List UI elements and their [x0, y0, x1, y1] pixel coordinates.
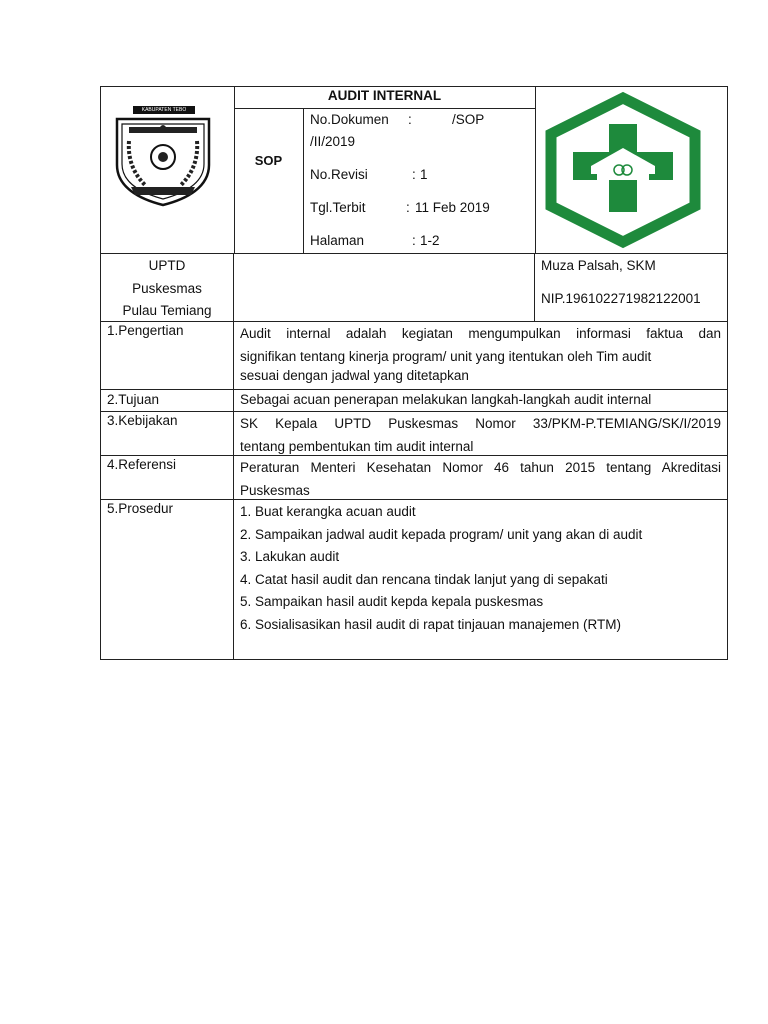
section-referensi: [100, 456, 728, 500]
section-content: [234, 500, 727, 637]
sop-document: [100, 86, 728, 660]
unit-row: [100, 254, 728, 322]
section-label: 1.Pengertian: [101, 322, 234, 389]
list-item: 6. Sosialisasikan hasil audit di rapat tinjauan manajemen (RTM): [240, 616, 621, 632]
signer-info: [541, 254, 701, 310]
list-item: 3. Lakukan audit: [240, 549, 340, 564]
section-label: 2.Tujuan: [101, 390, 234, 411]
unit-name: UPTD Puskesmas Pulau Temiang: [101, 254, 234, 321]
section-label: 3.Kebijakan: [101, 412, 234, 455]
section-label: 4.Referensi: [101, 456, 234, 499]
list-item: 5. Sampaikan hasil audit kepda kepala puskesmas: [240, 594, 544, 609]
regency-emblem-banner: KABUPATEN TEBO: [133, 106, 195, 114]
puskesmas-logo-cell: [535, 87, 727, 253]
puskesmas-logo-icon: [535, 87, 727, 253]
regency-emblem-cell: [101, 87, 235, 253]
meta-no-dokumen-cont: /II/2019: [310, 134, 356, 149]
meta-tgl-terbit: Tgl.Terbit : 11 Feb 2019: [310, 200, 490, 215]
signer-nip: NIP.196102271982122001: [541, 290, 701, 306]
section-kebijakan: [100, 412, 728, 456]
section-tujuan: [100, 390, 728, 412]
section-content: Sebagai acuan penerapan melakukan langkah-langkah audit internal: [240, 392, 652, 407]
document-title: AUDIT INTERNAL: [234, 87, 535, 109]
section-prosedur: [100, 500, 728, 660]
list-item: 2. Sampaikan jadwal audit kepada program/ unit yang akan di audit: [240, 526, 643, 542]
section-content: Peraturan Menteri Kesehatan Nomor 46 tahun 2015 tentang Akreditasi Puskesmas: [240, 460, 721, 498]
sop-label: SOP: [234, 109, 304, 253]
document-meta: [310, 109, 530, 252]
list-item: 1. Buat kerangka acuan audit: [240, 504, 416, 519]
section-pengertian: [100, 322, 728, 390]
section-content: SK Kepala UPTD Puskesmas Nomor 33/PKM-P.TEMIANG/SK/I/2019 tentang pembentukan tim audit internal: [240, 416, 721, 454]
signer-name: Muza Palsah, SKM: [541, 258, 656, 273]
section-label: 5.Prosedur: [101, 500, 234, 659]
sop-header: [100, 86, 728, 254]
meta-no-revisi: No.Revisi : 1: [310, 167, 428, 182]
meta-no-dokumen: No.Dokumen : /SOP: [310, 112, 485, 127]
unit-blank-cell: [234, 254, 535, 321]
section-content: Audit internal adalah kegiatan mengumpulkan informasi faktua dan signifikan tentang kinerja program/ unit yang itentukan oleh Tim audit sesuai dengan jadwal yang ditetapkan: [240, 326, 721, 383]
meta-halaman: Halaman : 1-2: [310, 233, 440, 248]
list-item: 4. Catat hasil audit dan rencana tindak lanjut yang di sepakati: [240, 571, 608, 587]
header-middle: [234, 87, 536, 253]
